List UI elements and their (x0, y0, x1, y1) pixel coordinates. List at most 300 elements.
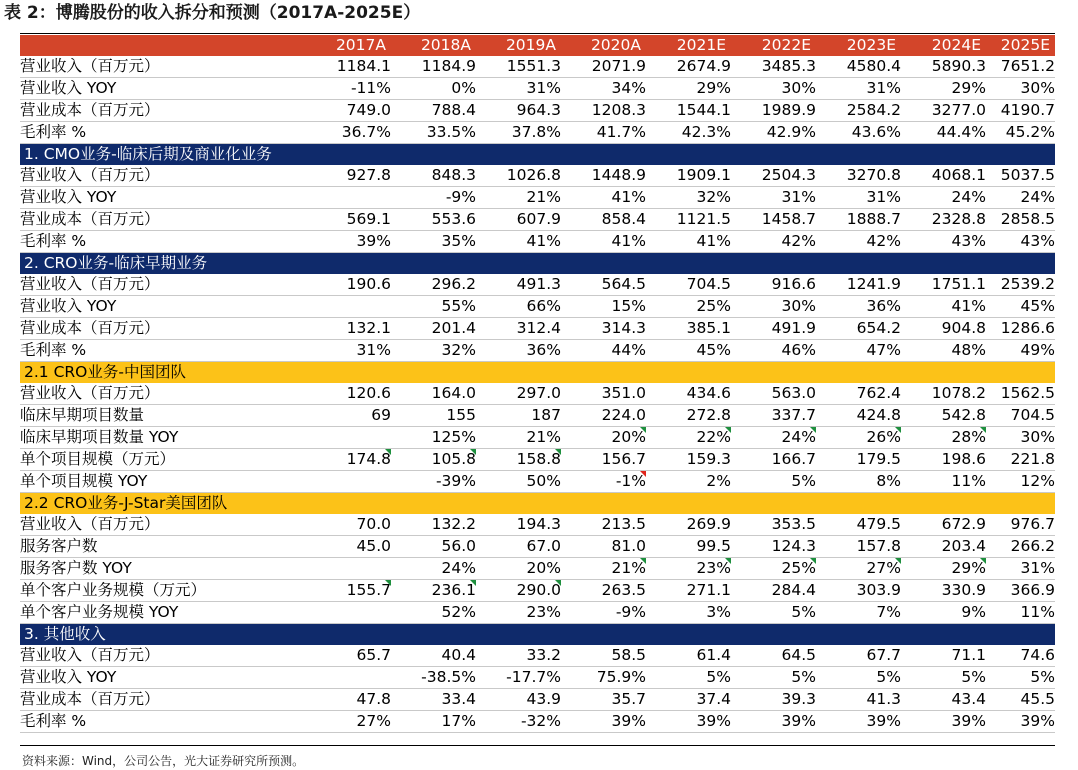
value-cell (561, 78, 646, 100)
cell-value: 55% (441, 297, 476, 315)
value-cell (277, 56, 391, 78)
cell-value: 385.1 (686, 319, 731, 337)
value-cell (391, 667, 476, 689)
cell-value: 31% (1020, 559, 1055, 577)
value-cell (646, 427, 731, 449)
value-cell (646, 689, 731, 711)
cell-value: 2328.8 (931, 210, 986, 228)
cell-value: 24% (951, 188, 986, 206)
value-cell (391, 56, 476, 78)
value-cell (277, 165, 391, 187)
cell-value: 22% (696, 428, 731, 446)
cell-value: 1458.7 (761, 210, 816, 228)
value-cell (986, 645, 1055, 667)
value-cell (561, 100, 646, 122)
cell-value: 41% (526, 232, 561, 250)
cell-value: 39% (951, 712, 986, 730)
cell-value: 749.0 (346, 101, 391, 119)
section-title: 2. CRO业务-临床早期业务 (20, 253, 1055, 275)
cell-value: 1241.9 (846, 275, 901, 293)
value-cell (901, 296, 986, 318)
value-cell (646, 56, 731, 78)
cell-value: 194.3 (516, 515, 561, 533)
value-cell (391, 689, 476, 711)
cell-value: 40.4 (441, 646, 476, 664)
cell-value: 5% (876, 668, 901, 686)
cell-value: 28% (951, 428, 986, 446)
cell-value: 976.7 (1010, 515, 1055, 533)
table-row (20, 56, 1055, 78)
cell-value: 203.4 (941, 537, 986, 555)
header-year: 2019A (476, 35, 561, 56)
value-cell (476, 427, 561, 449)
value-cell (646, 100, 731, 122)
value-cell (561, 536, 646, 558)
cell-value: 21% (526, 428, 561, 446)
table-top-rule (20, 33, 1055, 34)
value-cell (476, 558, 561, 580)
value-cell (816, 514, 901, 536)
cell-value: 5890.3 (931, 57, 986, 75)
value-cell (816, 602, 901, 624)
cell-value: 15% (611, 297, 646, 315)
value-cell (561, 405, 646, 427)
value-cell (277, 667, 391, 689)
section-header-row (20, 144, 1055, 166)
cell-value: 1121.5 (676, 210, 731, 228)
cell-value: 29% (951, 559, 986, 577)
value-cell (476, 689, 561, 711)
value-cell (391, 645, 476, 667)
value-cell (391, 383, 476, 405)
cell-value: 29% (951, 79, 986, 97)
cell-value: 41.7% (596, 123, 646, 141)
value-cell (986, 471, 1055, 493)
value-cell (731, 340, 816, 362)
cell-value: 36% (526, 341, 561, 359)
cell-value: 45% (1020, 297, 1055, 315)
table-title: 表 2：博腾股份的收入拆分和预测（2017A-2025E） (4, 3, 421, 23)
cell-value: 39% (781, 712, 816, 730)
cell-value: -9% (615, 603, 646, 621)
row-label: 临床早期项目数量 (20, 405, 277, 427)
value-cell (391, 514, 476, 536)
value-cell (391, 449, 476, 471)
section-title: 3. 其他收入 (20, 624, 1055, 646)
value-cell (731, 100, 816, 122)
value-cell (986, 78, 1055, 100)
cell-value: 564.5 (601, 275, 646, 293)
value-cell (476, 165, 561, 187)
value-cell (391, 340, 476, 362)
table-bottom-rule (20, 745, 1055, 746)
value-cell (646, 602, 731, 624)
cell-value: 5% (791, 603, 816, 621)
value-cell (816, 558, 901, 580)
row-label: 营业收入（百万元） (20, 165, 277, 187)
value-cell (561, 340, 646, 362)
value-cell (731, 296, 816, 318)
value-cell (646, 558, 731, 580)
value-cell (731, 667, 816, 689)
value-cell (816, 56, 901, 78)
value-cell (986, 711, 1055, 733)
cell-value: 35% (441, 232, 476, 250)
value-cell (277, 340, 391, 362)
cell-value: 236.1 (431, 581, 476, 599)
value-cell (901, 449, 986, 471)
value-cell (986, 667, 1055, 689)
cell-value: 43.4 (951, 690, 986, 708)
cell-value: 43% (951, 232, 986, 250)
value-cell (646, 296, 731, 318)
value-cell (986, 187, 1055, 209)
cell-value: 39% (1020, 712, 1055, 730)
cell-value: 7% (876, 603, 901, 621)
value-cell (816, 645, 901, 667)
row-label: 营业成本（百万元） (20, 100, 277, 122)
cell-value: 904.8 (941, 319, 986, 337)
value-cell (901, 318, 986, 340)
header-label-cell (20, 35, 277, 56)
cell-value: 49% (1020, 341, 1055, 359)
value-cell (816, 536, 901, 558)
value-cell (901, 427, 986, 449)
value-cell (476, 405, 561, 427)
value-cell (901, 187, 986, 209)
value-cell (646, 340, 731, 362)
value-cell (901, 165, 986, 187)
value-cell (277, 689, 391, 711)
header-year: 2021E (646, 35, 731, 56)
cell-value: 569.1 (346, 210, 391, 228)
value-cell (901, 471, 986, 493)
cell-value: 198.6 (941, 450, 986, 468)
value-cell (476, 602, 561, 624)
row-label: 单个客户业务规模 YOY (20, 602, 277, 624)
value-cell (476, 231, 561, 253)
value-cell (986, 165, 1055, 187)
cell-value: 263.5 (601, 581, 646, 599)
cell-value: 9% (961, 603, 986, 621)
cell-value: 12% (1020, 472, 1055, 490)
cell-value: 284.4 (771, 581, 816, 599)
cell-value: 32% (441, 341, 476, 359)
cell-value: 31% (526, 79, 561, 97)
value-cell (646, 405, 731, 427)
value-cell (901, 209, 986, 231)
table-row (20, 689, 1055, 711)
value-cell (646, 667, 731, 689)
cell-value: 272.8 (686, 406, 731, 424)
value-cell (901, 558, 986, 580)
value-cell (901, 580, 986, 602)
value-cell (986, 427, 1055, 449)
cell-value: 39.3 (781, 690, 816, 708)
section-header-row (20, 624, 1055, 646)
cell-value: -11% (350, 79, 391, 97)
cell-value: 35.7 (611, 690, 646, 708)
cell-value: 312.4 (516, 319, 561, 337)
cell-value: 164.0 (431, 384, 476, 402)
value-cell (646, 580, 731, 602)
cell-value: 157.8 (856, 537, 901, 555)
value-cell (731, 645, 816, 667)
cell-value: 52% (441, 603, 476, 621)
value-cell (391, 122, 476, 144)
value-cell (646, 165, 731, 187)
cell-value: 67.7 (866, 646, 901, 664)
cell-value: 1184.9 (421, 57, 476, 75)
value-cell (731, 122, 816, 144)
row-label: 服务客户数 (20, 536, 277, 558)
cell-value: 848.3 (431, 166, 476, 184)
cell-value: 44.4% (936, 123, 986, 141)
value-cell (731, 558, 816, 580)
cell-value: 563.0 (771, 384, 816, 402)
cell-value: 266.2 (1010, 537, 1055, 555)
value-cell (277, 209, 391, 231)
value-cell (391, 558, 476, 580)
value-cell (646, 122, 731, 144)
cell-value: 36.7% (341, 123, 391, 141)
cell-value: 75.9% (596, 668, 646, 686)
value-cell (816, 471, 901, 493)
value-cell (646, 449, 731, 471)
value-cell (277, 602, 391, 624)
value-cell (476, 580, 561, 602)
cell-value: 3% (706, 603, 731, 621)
value-cell (391, 209, 476, 231)
cell-value: 8% (876, 472, 901, 490)
value-cell (901, 56, 986, 78)
table-row (20, 405, 1055, 427)
value-cell (646, 274, 731, 296)
cell-value: 30% (781, 79, 816, 97)
value-cell (986, 602, 1055, 624)
value-cell (816, 383, 901, 405)
value-cell (646, 318, 731, 340)
cell-value: 56.0 (441, 537, 476, 555)
cell-value: 1551.3 (506, 57, 561, 75)
value-cell (816, 122, 901, 144)
value-cell (646, 383, 731, 405)
row-label: 毛利率 % (20, 340, 277, 362)
cell-value: 271.1 (686, 581, 731, 599)
value-cell (986, 536, 1055, 558)
cell-value: 81.0 (611, 537, 646, 555)
value-cell (816, 318, 901, 340)
cell-value: 1909.1 (676, 166, 731, 184)
value-cell (277, 645, 391, 667)
value-cell (277, 231, 391, 253)
value-cell (816, 405, 901, 427)
cell-value: 47% (866, 341, 901, 359)
value-cell (816, 580, 901, 602)
cell-value: 330.9 (941, 581, 986, 599)
value-cell (646, 514, 731, 536)
cell-value: 2858.5 (1000, 210, 1055, 228)
value-cell (476, 340, 561, 362)
section-header-row (20, 362, 1055, 384)
cell-value: 221.8 (1010, 450, 1055, 468)
value-cell (731, 689, 816, 711)
cell-value: 1562.5 (1000, 384, 1055, 402)
value-cell (731, 78, 816, 100)
cell-value: -38.5% (421, 668, 476, 686)
cell-value: 2674.9 (676, 57, 731, 75)
cell-value: 105.8 (431, 450, 476, 468)
cell-value: 704.5 (1010, 406, 1055, 424)
table-row (20, 122, 1055, 144)
value-cell (816, 274, 901, 296)
value-cell (816, 449, 901, 471)
value-cell (391, 78, 476, 100)
value-cell (731, 165, 816, 187)
cell-value: 858.4 (601, 210, 646, 228)
cell-value: 2% (706, 472, 731, 490)
row-label: 毛利率 % (20, 711, 277, 733)
value-cell (391, 471, 476, 493)
row-label: 单个项目规模（万元） (20, 449, 277, 471)
value-cell (277, 100, 391, 122)
value-cell (731, 471, 816, 493)
cell-value: 1078.2 (931, 384, 986, 402)
cell-value: 31% (866, 188, 901, 206)
section-title: 2.1 CRO业务-中国团队 (20, 362, 1055, 384)
value-cell (731, 209, 816, 231)
value-cell (986, 100, 1055, 122)
value-cell (277, 296, 391, 318)
cell-value: 491.9 (771, 319, 816, 337)
table-row (20, 209, 1055, 231)
value-cell (391, 580, 476, 602)
header-year: 2020A (561, 35, 646, 56)
cell-value: 296.2 (431, 275, 476, 293)
header-year: 2025E (986, 35, 1055, 56)
cell-value: 41% (611, 188, 646, 206)
cell-value: 788.4 (431, 101, 476, 119)
row-label: 服务客户数 YOY (20, 558, 277, 580)
cell-value: 366.9 (1010, 581, 1055, 599)
cell-value: 762.4 (856, 384, 901, 402)
value-cell (561, 274, 646, 296)
cell-value: 70.0 (356, 515, 391, 533)
value-cell (476, 514, 561, 536)
value-cell (561, 187, 646, 209)
table-row (20, 667, 1055, 689)
cell-value: 553.6 (431, 210, 476, 228)
value-cell (561, 667, 646, 689)
cell-value: 916.6 (771, 275, 816, 293)
cell-value: 4190.7 (1000, 101, 1055, 119)
cell-value: 11% (1020, 603, 1055, 621)
value-cell (901, 231, 986, 253)
value-cell (901, 514, 986, 536)
cell-value: 39% (696, 712, 731, 730)
table-row (20, 100, 1055, 122)
cell-value: 964.3 (516, 101, 561, 119)
value-cell (476, 536, 561, 558)
cell-value: 37.4 (696, 690, 731, 708)
cell-value: 607.9 (516, 210, 561, 228)
value-cell (901, 122, 986, 144)
table-row (20, 602, 1055, 624)
value-cell (986, 558, 1055, 580)
cell-value: 66% (526, 297, 561, 315)
cell-value: 179.5 (856, 450, 901, 468)
cell-value: 43% (1020, 232, 1055, 250)
cell-value: 20% (611, 428, 646, 446)
cell-value: 5% (791, 668, 816, 686)
cell-value: 44% (611, 341, 646, 359)
value-cell (476, 209, 561, 231)
value-cell (731, 231, 816, 253)
cell-value: 47.8 (356, 690, 391, 708)
value-cell (277, 274, 391, 296)
cell-value: 39% (866, 712, 901, 730)
cell-value: 23% (526, 603, 561, 621)
cell-value: -39% (435, 472, 476, 490)
cell-value: 43.9 (526, 690, 561, 708)
cell-value: 155 (446, 406, 476, 424)
value-cell (901, 383, 986, 405)
row-label: 毛利率 % (20, 122, 277, 144)
cell-value: 159.3 (686, 450, 731, 468)
value-cell (391, 296, 476, 318)
cell-value: 927.8 (346, 166, 391, 184)
cell-value: 99.5 (696, 537, 731, 555)
table-row (20, 78, 1055, 100)
cell-value: 1286.6 (1000, 319, 1055, 337)
value-cell (476, 296, 561, 318)
value-cell (391, 427, 476, 449)
value-cell (277, 318, 391, 340)
cell-value: 337.7 (771, 406, 816, 424)
row-label: 营业收入（百万元） (20, 56, 277, 78)
value-cell (561, 231, 646, 253)
cell-value: 1184.1 (336, 57, 391, 75)
cell-value: 25% (781, 559, 816, 577)
cell-value: 32% (696, 188, 731, 206)
row-label: 单个客户业务规模（万元） (20, 580, 277, 602)
value-cell (561, 558, 646, 580)
cell-value: 2504.3 (761, 166, 816, 184)
cell-value: 27% (356, 712, 391, 730)
cell-value: 672.9 (941, 515, 986, 533)
row-label: 临床早期项目数量 YOY (20, 427, 277, 449)
cell-value: -9% (445, 188, 476, 206)
cell-value: 4068.1 (931, 166, 986, 184)
value-cell (277, 78, 391, 100)
value-cell (731, 449, 816, 471)
value-cell (277, 558, 391, 580)
table-body (20, 56, 1055, 733)
table-row (20, 427, 1055, 449)
cell-value: 21% (526, 188, 561, 206)
row-label: 营业收入 YOY (20, 667, 277, 689)
cell-value: 704.5 (686, 275, 731, 293)
cell-value: 120.6 (346, 384, 391, 402)
cell-value: 23% (696, 559, 731, 577)
cell-value: 65.7 (356, 646, 391, 664)
value-cell (986, 231, 1055, 253)
header-year: 2022E (731, 35, 816, 56)
value-cell (277, 383, 391, 405)
table-row (20, 383, 1055, 405)
value-cell (476, 274, 561, 296)
cell-value: 201.4 (431, 319, 476, 337)
